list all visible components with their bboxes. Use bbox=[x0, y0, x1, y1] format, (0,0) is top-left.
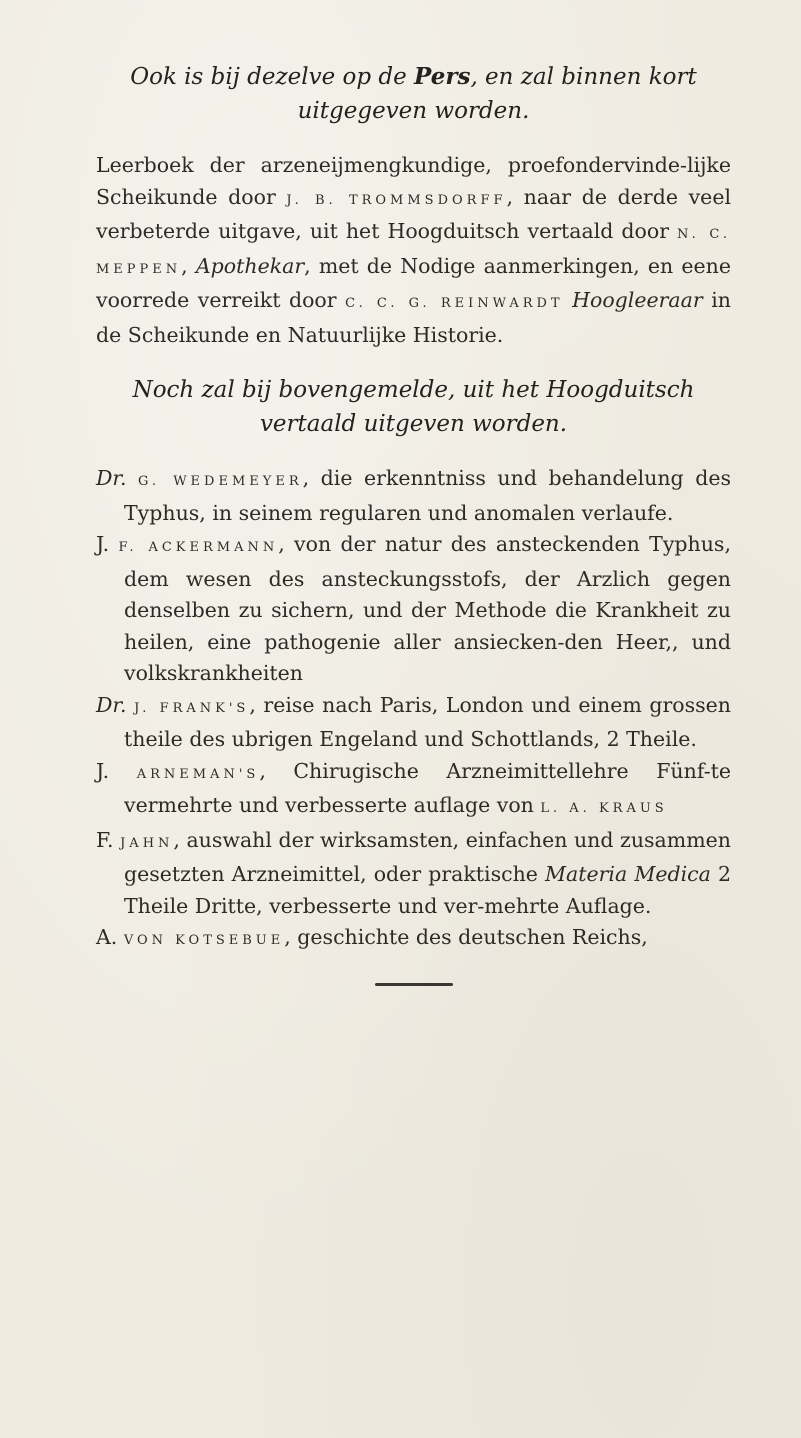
author-name: G. WEDEMEYER bbox=[138, 474, 303, 489]
entry-prefix: Dr. bbox=[96, 692, 135, 717]
heading-line-2: vertaald uitgeven worden. bbox=[259, 411, 568, 437]
entry-kotsebue bbox=[96, 922, 731, 957]
advertisement-content bbox=[96, 60, 731, 986]
entry-text: , met de Nodige aanmerkingen, en eene voorrede verreikt door bbox=[96, 253, 731, 312]
closing-rule bbox=[375, 983, 453, 986]
author-name: ARNEMAN'S bbox=[136, 766, 260, 782]
author-name: J. B. TROMMSDORFF bbox=[286, 192, 507, 208]
editor-role: Hoogleeraar bbox=[572, 288, 703, 312]
entry-text: , geschichte des deutschen Reichs, bbox=[284, 925, 648, 949]
entry-prefix: Dr. bbox=[96, 466, 139, 490]
author-name: VON KOTSEBUE bbox=[123, 933, 285, 948]
spacer bbox=[96, 441, 731, 463]
entry-text: in de Scheikunde en Natuurlijke Historie. bbox=[96, 288, 731, 347]
entry-arneman bbox=[96, 756, 731, 825]
translator-name: N. C. MEPPEN bbox=[96, 227, 731, 277]
book-title: Materia Medica bbox=[545, 862, 711, 886]
entry-jahn bbox=[96, 825, 731, 923]
entry-ackermann bbox=[96, 529, 731, 690]
entry-text bbox=[564, 288, 573, 312]
spacer bbox=[96, 128, 731, 150]
entry-text: 2 Theile Dritte, verbesserte und ver-mehrte Auflage. bbox=[124, 862, 731, 918]
announcement-heading-2 bbox=[96, 373, 731, 441]
editor-name: L. A. KRAUS bbox=[540, 801, 668, 816]
heading-text-end: , en zal binnen kort bbox=[470, 64, 697, 90]
editor-name: C. C. G. REINWARDT bbox=[345, 296, 564, 311]
entry-text: Leerboek der arzeneijmengkundige, proefondervinde-lijke Scheikunde door bbox=[96, 153, 731, 209]
announcement-heading bbox=[96, 60, 731, 128]
entry-wedemeyer bbox=[96, 463, 731, 529]
entry-prefix: J. bbox=[96, 532, 119, 556]
entry-prefix: F. bbox=[96, 827, 121, 852]
author-name: J. FRANK'S bbox=[134, 700, 250, 716]
entry-text: , die erkenntniss und behandelung des Typhus, in seinem regularen und anomalen verlaufe. bbox=[124, 466, 731, 525]
entry-text: , auswahl der wirksamsten, einfachen und zusammen gesetzten Arzneimittel, oder praktische bbox=[124, 827, 731, 886]
heading-line-2: uitgegeven worden. bbox=[297, 98, 530, 124]
entry-text: , von der natur des ansteckenden Typhus, dem wesen des ansteckungsstofs, der Arzlich gegen denselben zu sichern, und der Methode die Krankheit zu heilen, eine pathogenie aller ansiecken-den Heer,, und volkskrankheiten bbox=[124, 532, 731, 685]
heading-pers: Pers bbox=[414, 63, 471, 90]
author-name: JAHN bbox=[120, 835, 174, 851]
entry-prefix: J. bbox=[96, 758, 137, 783]
entry-text: , reise nach Paris, London und einem grossen theile des ubrigen Engeland und Schottlands, 2 Theile. bbox=[124, 692, 731, 751]
entry-leerboek bbox=[96, 150, 731, 351]
spacer bbox=[96, 351, 731, 373]
entry-text: , naar de derde veel verbeterde uitgave, uit het Hoogduitsch vertaald door bbox=[96, 184, 732, 243]
entry-frank bbox=[96, 690, 731, 756]
entry-prefix: A. bbox=[96, 925, 124, 949]
entry-text: , Chirugische Arzneimittellehre Fünf-te vermehrte und verbesserte auflage von bbox=[124, 758, 731, 817]
author-name: F. ACKERMANN bbox=[118, 540, 279, 555]
heading-text: Ook is bij dezelve op de bbox=[130, 64, 415, 90]
entry-text: , bbox=[181, 253, 196, 278]
translator-role: Apothekar bbox=[195, 253, 305, 278]
heading-line-1: Noch zal bij bovengemelde, uit het Hoogduitsch bbox=[132, 377, 695, 403]
